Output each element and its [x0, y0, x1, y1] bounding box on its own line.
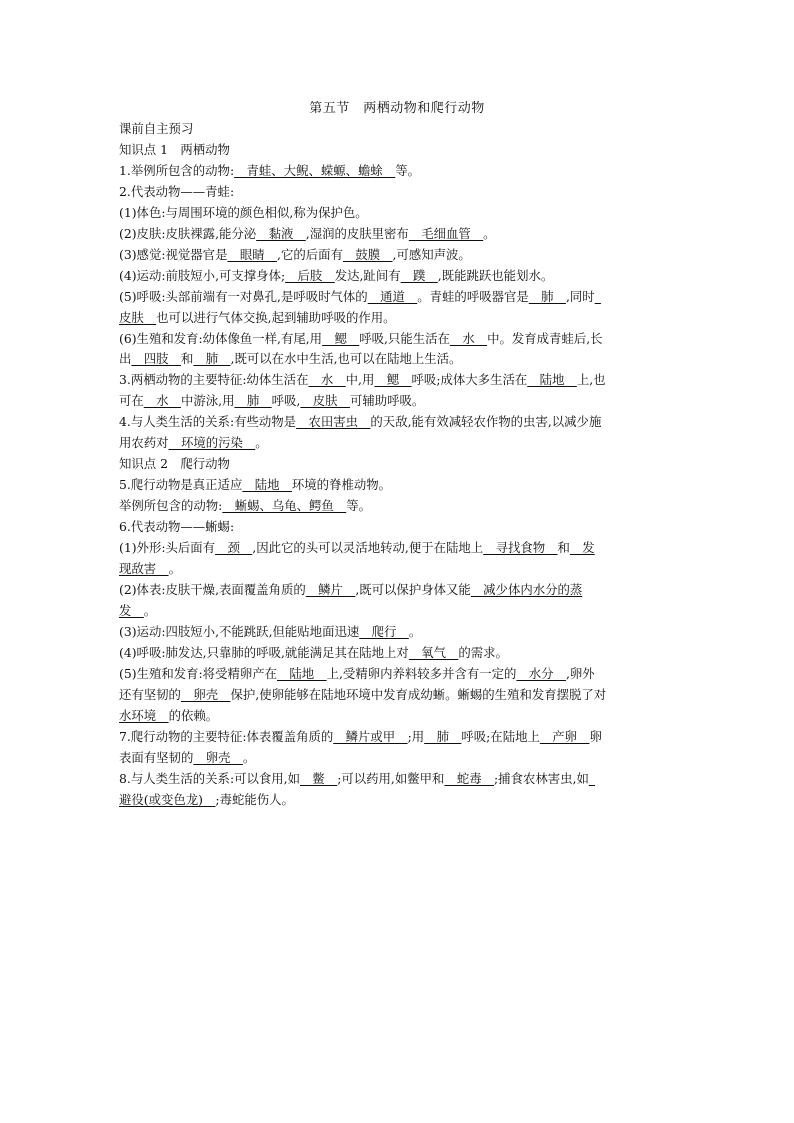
- text-segment: ,既可以在水中生活,也可以在陆地上生活。: [230, 351, 462, 367]
- answer-blank: 鳖: [300, 770, 338, 786]
- text-line: [119, 748, 679, 769]
- text-segment: 7.爬行动物的主要特征:体表覆盖角质的: [119, 728, 334, 744]
- text-segment: ,既能跳跃也能划水。: [437, 267, 554, 283]
- text-segment: 呼吸,: [271, 393, 301, 409]
- text-segment: ,因此它的头可以灵活地转动,便于在陆地上: [252, 540, 484, 556]
- answer-blank: 水环境: [119, 707, 169, 723]
- answer-blank: 鳞片: [305, 581, 356, 597]
- text-segment: 课前自主预习: [119, 121, 194, 136]
- text-segment: ,同时: [565, 288, 595, 304]
- text-segment: 也可以进行气体交换,起到辅助呼吸的作用。: [156, 309, 396, 325]
- text-segment: 4.与人类生活的关系:有些动物是: [119, 414, 297, 430]
- text-line: [119, 685, 679, 706]
- text-segment: 3.两栖动物的主要特征:幼体生活在: [119, 372, 309, 388]
- text-segment: ,可感知声波。: [392, 246, 471, 262]
- text-segment: (2)体表:皮肤干燥,表面覆盖角质的: [119, 581, 306, 597]
- answer-blank: 农田害虫: [296, 414, 371, 430]
- answer-blank: 肺: [193, 351, 231, 367]
- text-segment: 8.与人类生活的关系:可以食用,如: [119, 770, 301, 786]
- text-line: [119, 266, 679, 287]
- answer-blank: 蛇毒: [444, 770, 494, 786]
- text-segment: (5)呼吸:头部前端有一对鼻孔,是呼吸时气体的: [119, 288, 368, 304]
- answer-blank: 水: [143, 393, 181, 409]
- text-segment: ;用: [407, 728, 425, 744]
- answer-blank: 四肢: [131, 351, 181, 367]
- answer-blank: 蹼: [400, 267, 438, 283]
- answer-blank: 陆地: [277, 665, 327, 681]
- text-segment: ,卵外: [565, 665, 595, 681]
- answer-blank: 陆地: [527, 372, 577, 388]
- text-segment: 呼吸;成体大多生活在: [411, 372, 528, 388]
- text-segment: 中游泳,用: [180, 393, 235, 409]
- answer-blank: 肺: [234, 393, 272, 409]
- answer-blank: 黏液: [256, 225, 306, 241]
- text-segment: (4)运动:前肢短小,可支撑身体;: [119, 267, 286, 283]
- text-segment: ;毒蛇能伤人。: [215, 791, 294, 807]
- text-segment: 可在: [119, 393, 144, 409]
- answer-blank: 水: [308, 372, 346, 388]
- text-segment: 和: [180, 351, 194, 367]
- answer-blank: 皮肤: [300, 393, 350, 409]
- text-segment: 中。发育成青蛙后,长: [487, 330, 603, 346]
- answer-blank: 通道: [367, 288, 418, 304]
- answer-blank: 爬行: [359, 623, 409, 639]
- text-line: [119, 580, 679, 601]
- text-line: [119, 182, 679, 203]
- text-segment: (3)运动:四肢短小,不能跳跃,但能贴地面迅速: [119, 623, 360, 639]
- text-segment: 5.爬行动物是真正适应: [119, 477, 243, 493]
- answer-blank: 皮肤: [119, 309, 157, 325]
- answer-blank: 氧气: [408, 644, 459, 660]
- text-line: [119, 664, 679, 685]
- text-line: [119, 119, 679, 140]
- text-line: [119, 790, 679, 811]
- answer-blank: 环境的污染: [168, 435, 256, 451]
- text-segment: 表面有坚韧的: [119, 749, 194, 765]
- text-segment: 的需求。: [458, 644, 508, 660]
- text-segment: 2.代表动物——青蛙:: [119, 183, 235, 199]
- answer-blank: 青蛙、大鲵、蝾螈、蟾蜍: [234, 162, 396, 178]
- text-line: [119, 706, 679, 727]
- text-segment: 中,用: [345, 372, 375, 388]
- answer-blank: 毛细血管: [408, 225, 484, 241]
- answer-blank: 卵壳: [180, 686, 231, 702]
- answer-blank: 鳃: [374, 372, 412, 388]
- text-segment: 。: [143, 602, 157, 618]
- text-line: [119, 329, 679, 350]
- text-line: [119, 349, 679, 370]
- text-line: [119, 412, 679, 433]
- text-line: [119, 622, 679, 643]
- text-segment: 。: [255, 435, 268, 451]
- answer-blank: 发: [569, 540, 595, 556]
- text-segment: 。: [168, 561, 181, 577]
- answer-blank: 水: [449, 330, 488, 346]
- text-segment: (5)生殖和发育:将受精卵产在: [119, 665, 278, 681]
- text-segment: 。: [408, 623, 422, 639]
- text-segment: 上,受精卵内养料较多并含有一定的: [326, 665, 517, 681]
- text-segment: 发达,趾间有: [334, 267, 401, 283]
- answer-blank: 鳞片或甲: [333, 728, 408, 744]
- text-line: [119, 245, 679, 266]
- answer-blank: 蜥蜴、乌龟、鳄鱼: [222, 498, 347, 514]
- text-segment: 卵: [589, 728, 602, 744]
- text-segment: 还有坚韧的: [119, 686, 181, 702]
- answer-blank: 减少体内水分的蒸: [470, 581, 583, 597]
- text-segment: ;捕食农林害虫,如: [494, 770, 589, 786]
- text-line: [119, 538, 679, 559]
- text-line: [119, 140, 679, 161]
- text-line: [119, 203, 679, 224]
- text-segment: (2)皮肤:皮肤裸露,能分泌: [119, 225, 257, 241]
- text-segment: (4)呼吸:肺发达,只靠肺的呼吸,就能满足其在陆地上对: [119, 644, 409, 660]
- text-segment: 呼吸;在陆地上: [461, 728, 540, 744]
- text-segment: 的依赖。: [168, 707, 219, 723]
- text-segment: 呼吸,只能生活在: [359, 330, 450, 346]
- text-segment: 的天敌,能有效减轻农作物的虫害,以减少施: [370, 414, 602, 430]
- text-line: [119, 601, 679, 622]
- answer-blank: 产卵: [539, 728, 590, 744]
- text-segment: ,湿润的皮肤里密布: [305, 225, 409, 241]
- text-segment: (3)感觉:视觉器官是: [119, 246, 228, 262]
- text-segment: 保护,使卵能够在陆地环境中发育成幼蜥。蜥蜴的生殖和发育摆脱了对: [230, 686, 607, 702]
- answer-blank: 鼓膜: [342, 246, 393, 262]
- text-segment: 用农药对: [119, 435, 169, 451]
- answer-blank: 避役(或变色龙): [119, 791, 216, 807]
- text-line: [119, 517, 679, 538]
- text-segment: 出: [119, 351, 132, 367]
- answer-blank: 卵壳: [193, 749, 243, 765]
- answer-blank: [595, 289, 601, 304]
- page-title: 第五节 两栖动物和爬行动物: [309, 101, 485, 116]
- text-segment: (6)生殖和发育:幼体像鱼一样,有尾,用: [119, 330, 323, 346]
- text-line: [119, 370, 679, 391]
- text-line: [119, 433, 679, 454]
- text-segment: 可辅助呼吸。: [349, 393, 425, 409]
- answer-blank: 陆地: [242, 477, 292, 493]
- text-segment: 知识点 2 爬行动物: [119, 456, 230, 472]
- text-line: [119, 496, 679, 517]
- text-segment: 1.举例所包含的动物:: [119, 162, 235, 178]
- answer-blank: [589, 771, 595, 786]
- answer-blank: 现敌害: [119, 561, 169, 577]
- answer-blank: 眼睛: [227, 246, 278, 262]
- text-line: [119, 643, 679, 664]
- text-segment: 上,也: [576, 372, 606, 388]
- text-line: [119, 224, 679, 245]
- answer-blank: 鳃: [322, 330, 360, 346]
- answer-blank: 肺: [424, 728, 462, 744]
- text-segment: 举例所包含的动物:: [119, 498, 223, 514]
- text-segment: ;可以药用,如鳖甲和: [337, 770, 445, 786]
- answer-blank: 肺: [528, 288, 566, 304]
- text-segment: 。: [483, 225, 496, 241]
- text-segment: (1)体色:与周围环境的颜色相似,称为保护色。: [119, 204, 368, 220]
- text-line: [119, 559, 679, 580]
- text-line: [119, 391, 679, 412]
- text-segment: 。: [242, 749, 256, 765]
- answer-blank: 颈: [215, 540, 253, 556]
- text-line: [119, 287, 679, 308]
- text-line: [119, 308, 679, 329]
- text-line: [119, 454, 679, 475]
- answer-blank: 水分: [516, 665, 566, 681]
- text-line: [119, 769, 679, 790]
- document-body: [119, 119, 679, 810]
- answer-blank: 发: [119, 602, 144, 618]
- text-line: [119, 161, 679, 182]
- text-segment: 等。: [346, 498, 371, 514]
- answer-blank: 后肢: [285, 267, 335, 283]
- text-segment: 。青蛙的呼吸器官是: [417, 288, 529, 304]
- text-segment: 环境的脊椎动物。: [291, 477, 392, 493]
- text-line: [119, 727, 679, 748]
- text-segment: 等。: [395, 162, 420, 178]
- text-segment: ,既可以保护身体又能: [355, 581, 471, 597]
- text-segment: (1)外形:头后面有: [119, 540, 216, 556]
- text-segment: 和: [557, 540, 570, 556]
- text-segment: ,它的后面有: [277, 246, 343, 262]
- text-segment: 6.代表动物——蜥蜴:: [119, 519, 235, 535]
- text-line: [119, 475, 679, 496]
- answer-blank: 寻找食物: [483, 540, 558, 556]
- text-segment: 知识点 1 两栖动物: [119, 141, 230, 157]
